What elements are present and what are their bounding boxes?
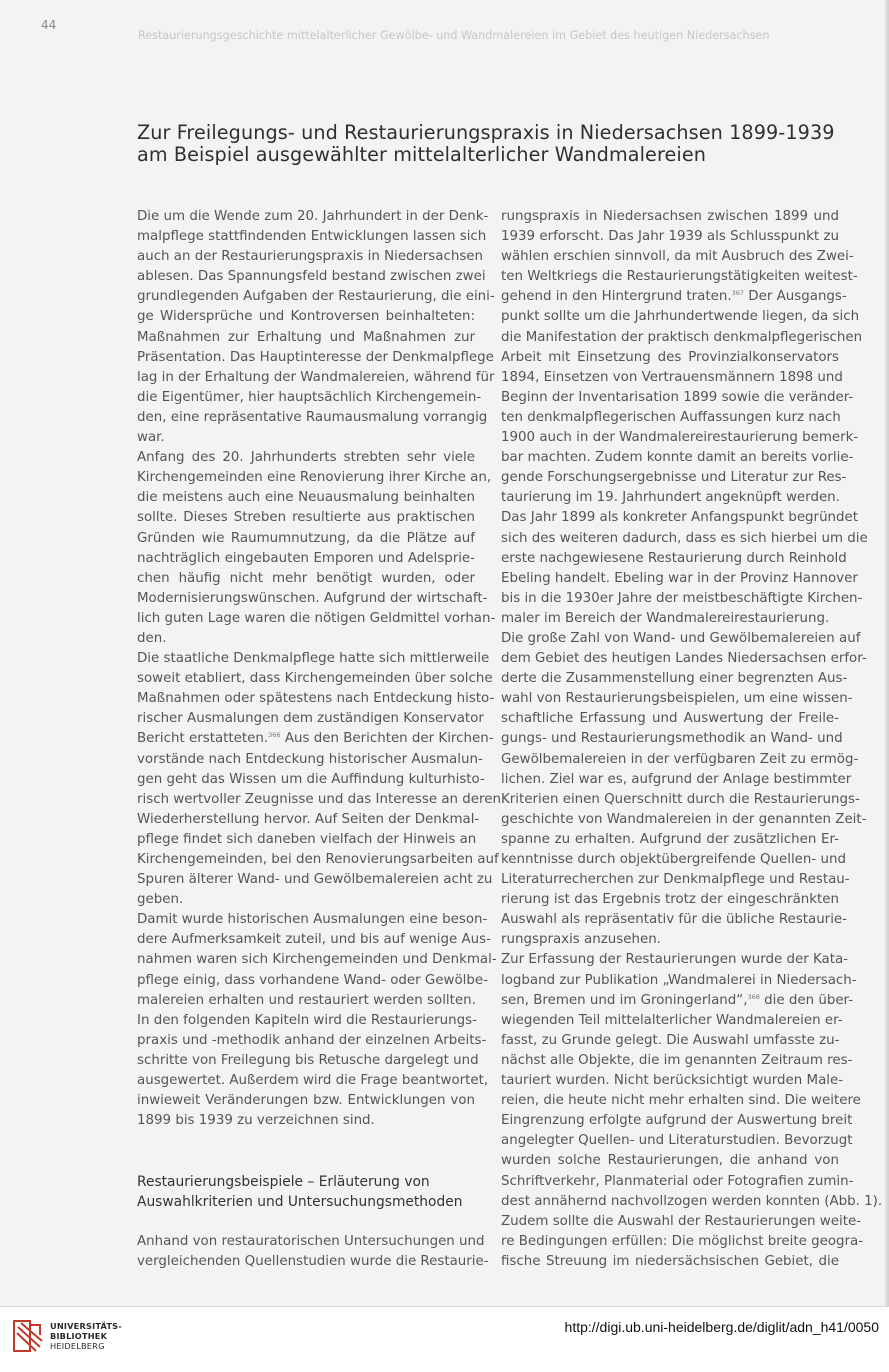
text-line: geben. — [137, 892, 184, 908]
text-line: Modernisierungswünschen. Aufgrund der wirtschaft- — [137, 590, 488, 606]
text-line: taurierung im 19. Jahrhundert angeknüpft werden. — [501, 490, 840, 506]
text-line: 1900 auch in der Wandmalereirestaurierung bemerk- — [501, 430, 859, 446]
text-line: Beginn der Inventarisation 1899 sowie die veränder- — [501, 389, 854, 405]
text-line: malpflege stattfindenden Entwicklungen lassen sich — [137, 229, 487, 245]
text-line: praxis und -methodik anhand der einzelnen Arbeits- — [137, 1032, 487, 1048]
text-line: spanne zu erhalten. Aufgrund der zusätzlichen Er- — [501, 831, 839, 847]
text-line: fische Streuung im niedersächsischen Gebiet, die — [501, 1253, 839, 1269]
text-line: Zudem sollte die Auswahl der Restaurierungen weite- — [501, 1213, 862, 1229]
text-line: die Manifestation der praktisch denkmalpflegerischen — [501, 329, 863, 345]
text-line: maler im Bereich der Wandmalereirestaurierung. — [501, 610, 830, 626]
text-line: Anhand von restauratorischen Untersuchungen und — [137, 1233, 485, 1249]
text-line: Maßnahmen zur Erhaltung und Maßnahmen zur — [137, 329, 475, 345]
text-line: chen häufig nicht mehr benötigt wurden, oder — [137, 570, 475, 586]
text-line: Literaturrecherchen zur Denkmalpflege und Restau- — [501, 872, 850, 888]
text-line: In den folgenden Kapiteln wird die Restaurierungs- — [137, 1012, 477, 1028]
text-line: lag in der Erhaltung der Wandmalereien, während für — [137, 369, 495, 385]
running-header: Restaurierungsgeschichte mittelalterlicher Gewölbe- und Wandmalereien im Gebiet des heutigen Niedersachsen — [138, 29, 770, 42]
text-line: gungs- und Restaurierungsmethodik an Wand- und — [501, 731, 843, 747]
text-line: gende Forschungsergebnisse und Literatur zur Res- — [501, 470, 847, 486]
text-line: derte die Zusammenstellung einer begrenzten Aus- — [501, 671, 848, 687]
text-line: vorstände nach Entdeckung historischer Ausmalun- — [137, 751, 483, 767]
page-number: 44 — [41, 18, 57, 32]
text-line: rungspraxis anzusehen. — [501, 932, 661, 948]
viewer-footer — [0, 1306, 889, 1372]
text-line: 1899 bis 1939 zu verzeichnen sind. — [137, 1113, 375, 1129]
university-seal-icon — [9, 1317, 45, 1355]
text-line: Bericht erstatteten.$^{366}$ Aus den Berichten der Kirchen- — [137, 731, 494, 747]
text-line: die Eigentümer, hier hauptsächlich Kirchengemein- — [137, 389, 482, 405]
section-heading-line: Auswahlkriterien und Untersuchungsmethoden — [137, 1193, 463, 1210]
text-line: gehend in den Hintergrund traten.$^{367}$ Der Ausgangs- — [501, 289, 847, 305]
text-column-left — [137, 207, 501, 1272]
text-line: pflege einig, dass vorhandene Wand- oder Gewölbe- — [137, 972, 488, 988]
text-line: rischer Ausmalungen dem zuständigen Konservator — [137, 711, 484, 727]
text-line: Anfang des 20. Jahrhunderts strebten sehr viele — [137, 450, 475, 466]
text-line: lich guten Lage waren die nötigen Geldmittel vorhan- — [137, 610, 496, 626]
text-line: Kirchengemeinden, bei den Renovierungsarbeiten auf — [137, 852, 499, 867]
text-line: sich des weiteren dadurch, dass es sich hierbei um die — [501, 530, 868, 546]
text-line: die meistens auch eine Neuausmalung beinhalten — [137, 490, 475, 506]
text-line: nahmen waren sich Kirchengemeinden und Denkmal- — [137, 952, 497, 968]
paragraph-spacer — [137, 1212, 475, 1232]
text-line: Zur Erfassung der Restaurierungen wurde der Kata- — [501, 952, 849, 968]
text-line: malereien erhalten und restauriert werden sollten. — [137, 992, 476, 1008]
text-line: Wiederherstellung hervor. Auf Seiten der Denkmal- — [137, 811, 480, 827]
text-line: risch wertvoller Zeugnisse und das Interesse an deren — [137, 791, 501, 807]
text-line: Schriftverkehr, Planmaterial oder Fotografien zumin- — [501, 1173, 854, 1189]
text-line: schaftliche Erfassung und Auswertung der Freile- — [501, 711, 839, 727]
text-line: Gründen wie Raumumnutzung, da die Plätze auf — [137, 530, 475, 546]
text-line: ten Weltkriegs die Restaurierungstätigkeiten weitest- — [501, 269, 858, 285]
text-line: sollte. Dieses Streben resultierte aus praktischen — [137, 510, 475, 526]
text-line: sen, Bremen und im Groningerland“,$^{368}$ die den über- — [501, 992, 854, 1008]
text-line: wählen erschien sinnvoll, da mit Ausbruch des Zwei- — [501, 249, 854, 265]
footnote-reference[interactable]: 368 — [747, 992, 760, 1001]
text-column-right — [501, 207, 883, 1272]
text-line: bar machten. Zudem konnte damit an bereits vorlie- — [501, 450, 854, 466]
text-line: Präsentation. Das Hauptinteresse der Denkmalpflege — [137, 349, 494, 365]
library-logo-text: UNIVERSITÄTS- BIBLIOTHEK HEIDELBERG — [50, 1321, 122, 1351]
text-line: tauriert wurden. Nicht berücksichtigt wurden Male- — [501, 1073, 844, 1089]
text-line: gen geht das Wissen um die Auffindung kulturhisto- — [137, 771, 485, 787]
text-line: Gewölbemalereien in der verfügbaren Zeit zu ermög- — [501, 751, 859, 767]
text-line: Auswahl als repräsentativ für die übliche Restaurie- — [501, 912, 847, 928]
text-line: reien, die heute nicht mehr erhalten sind. Die weitere — [501, 1093, 861, 1109]
paragraph-spacer — [137, 1131, 475, 1151]
text-line: re Bedingungen erfüllen: Die möglichst breite geogra- — [501, 1233, 864, 1249]
text-line: Die staatliche Denkmalpflege hatte sich mittlerweile — [137, 651, 490, 667]
text-line: nächst alle Objekte, die im genannten Zeitraum res- — [501, 1052, 853, 1068]
text-line: vergleichenden Quellenstudien wurde die Restaurie- — [137, 1253, 489, 1269]
text-line: bis in die 1930er Jahre der meistbeschäftigte Kirchen- — [501, 590, 863, 606]
text-line: Ebeling handelt. Ebeling war in der Provinz Hannover — [501, 570, 858, 586]
text-line: geschichte von Wandmalereien in der genannten Zeit- — [501, 811, 867, 827]
section-heading-line: Restaurierungsbeispiele – Erläuterung von — [137, 1173, 430, 1190]
chapter-title — [137, 122, 857, 166]
text-line: Arbeit mit Einsetzung des Provinzialkonservators — [501, 349, 839, 365]
text-line: punkt sollte um die Jahrhundertwende liegen, da sich — [501, 309, 860, 325]
paragraph-spacer — [137, 1151, 475, 1171]
text-line: den, eine repräsentative Raumausmalung vorrangig — [137, 409, 488, 425]
text-line: 1939 erforscht. Das Jahr 1939 als Schlusspunkt zu — [501, 229, 839, 245]
text-line: inwieweit Veränderungen bzw. Entwicklungen von — [137, 1093, 475, 1109]
footnote-reference[interactable]: 367 — [731, 289, 745, 298]
text-line: Damit wurde historischen Ausmalungen eine beson- — [137, 912, 488, 928]
text-line: pflege findet sich daneben vielfach der Hinweis an — [137, 831, 477, 847]
text-line: Die um die Wende zum 20. Jahrhundert in der Denk- — [137, 209, 489, 224]
text-line: dem Gebiet des heutigen Landes Niedersachsen erfor- — [501, 651, 867, 667]
text-line: soweit etabliert, dass Kirchengemeinden über solche — [137, 671, 493, 687]
text-line: schritte von Freilegung bis Retusche dargelegt und — [137, 1052, 479, 1068]
text-line: nachträglich eingebauten Emporen und Adelsprie- — [137, 550, 475, 566]
text-line: Maßnahmen oder spätestens nach Entdeckung histo- — [137, 691, 495, 707]
text-line: wiegenden Teil mittelalterlicher Wandmalereien er- — [501, 1012, 843, 1028]
text-line: dest annähernd nachvollzogen werden konnten (Abb. 1). — [501, 1193, 883, 1209]
chapter-title-line: Zur Freilegungs- und Restaurierungspraxis in Niedersachsen 1899-1939 — [137, 121, 835, 144]
text-line: Kirchengemeinden eine Renovierung ihrer Kirche an, — [137, 470, 492, 486]
text-line: rungspraxis in Niedersachsen zwischen 1899 und — [501, 209, 839, 224]
text-line: Die große Zahl von Wand- und Gewölbemalereien auf — [501, 630, 861, 646]
text-line: ten denkmalpflegerischen Auffassungen kurz nach — [501, 409, 841, 425]
text-line: 1894, Einsetzen von Vertrauensmännern 1898 und — [501, 369, 843, 385]
text-line: lichen. Ziel war es, aufgrund der Anlage bestimmter — [501, 771, 852, 787]
text-line: rierung ist das Ergebnis trotz der eingeschränkten — [501, 892, 839, 908]
text-line: erste nachgewiesene Restaurierung durch Reinhold — [501, 550, 847, 566]
text-line: wurden solche Restaurierungen, die anhand von — [501, 1153, 839, 1169]
text-line: Eingrenzung erfolgte aufgrund der Auswertung breit — [501, 1113, 853, 1129]
text-line: ausgewertet. Außerdem wird die Frage beantwortet, — [137, 1073, 489, 1089]
text-line: ge Widersprüche und Kontroversen beinhalteten: — [137, 309, 475, 325]
text-line: den. — [137, 630, 167, 646]
source-url-link[interactable]: http://digi.ub.uni-heidelberg.de/diglit/adn_h41/0050 — [564, 1319, 879, 1335]
text-line: dere Aufmerksamkeit zuteil, und bis auf wenige Aus- — [137, 932, 491, 948]
text-line: logband zur Publikation „Wandmalerei in Niedersach- — [501, 972, 857, 988]
text-line: ablesen. Das Spannungsfeld bestand zwischen zwei — [137, 269, 486, 285]
text-line: fasst, zu Grunde gelegt. Die Auswahl umfasste zu- — [501, 1032, 840, 1048]
text-line: Das Jahr 1899 als konkreter Anfangspunkt begründet — [501, 510, 859, 526]
text-line: Kriterien einen Querschnitt durch die Restaurierungs- — [501, 791, 860, 807]
chapter-title-line: am Beispiel ausgewählter mittelalterlicher Wandmalereien — [137, 143, 707, 166]
text-line: Spuren älterer Wand- und Gewölbemalereien acht zu — [137, 872, 493, 888]
text-line: grundlegenden Aufgaben der Restaurierung, die eini- — [137, 289, 495, 305]
footnote-reference[interactable]: 366 — [268, 731, 281, 740]
text-line: kenntnisse durch objektübergreifende Quellen- und — [501, 852, 846, 867]
text-line: auch an der Restaurierungspraxis in Niedersachsen — [137, 249, 484, 265]
text-line: angelegter Quellen- und Literaturstudien. Bevorzugt — [501, 1133, 853, 1149]
text-line: war. — [137, 430, 165, 446]
text-line: wahl von Restaurierungsbeispielen, um eine wissen- — [501, 691, 853, 707]
